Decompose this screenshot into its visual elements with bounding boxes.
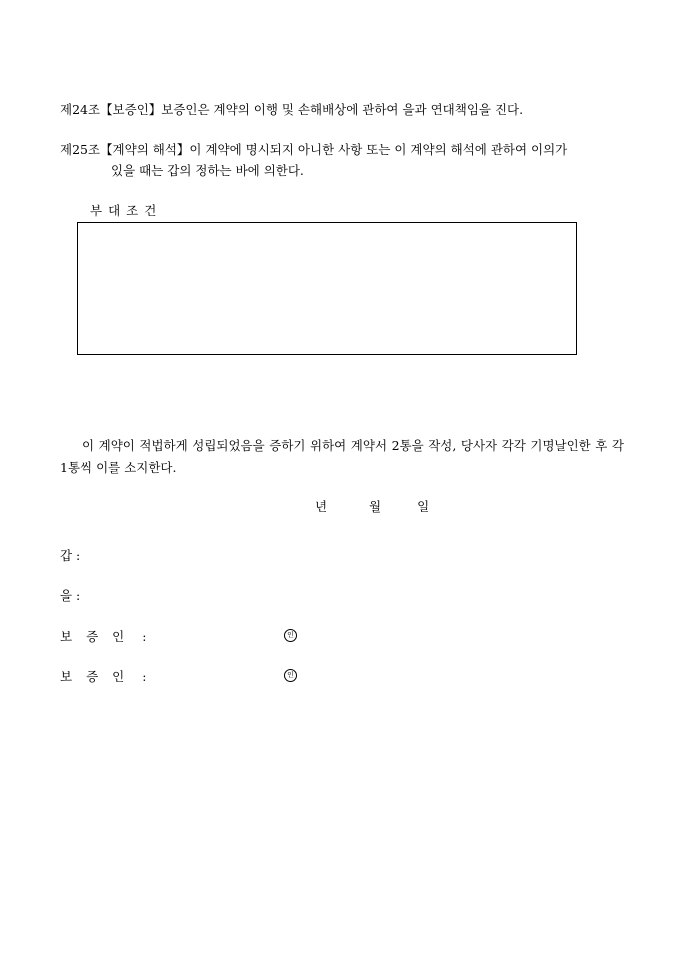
party-eul: 을 : (60, 588, 81, 603)
conditions-title: 부대조건 (90, 203, 163, 218)
guarantor-1 (60, 627, 146, 645)
article-25: 제25조【계약의 해석】이 계약에 명시되지 아니한 사항 또는 이 계약의 해석에 관하여 이의가 (60, 142, 568, 157)
article-25-continuation: 있을 때는 갑의 정하는 바에 의한다. (111, 163, 304, 178)
date-year: 년 (315, 499, 328, 514)
guarantor-2-seal: 인 (284, 669, 297, 682)
guarantor-1-seal: 인 (284, 629, 297, 642)
conditions-box (77, 222, 577, 355)
article-24: 제24조【보증인】보증인은 계약의 이행 및 손해배상에 관하여 을과 연대책임을 진다. (60, 102, 524, 117)
contract-date (315, 497, 429, 515)
guarantor-2-colon: : (142, 669, 147, 684)
guarantor-1-label: 보증인 (60, 629, 139, 644)
guarantor-2-label: 보증인 (60, 669, 139, 684)
guarantor-1-colon: : (142, 629, 147, 644)
guarantor-2 (60, 667, 146, 685)
party-gap: 갑 : (60, 548, 81, 563)
date-month: 월 (369, 499, 382, 514)
closing-statement: 이 계약이 적법하게 성립되었음을 증하기 위하여 계약서 2통을 작성, 당사자 각각 기명날인한 후 각 1통씩 이를 소지한다. (60, 438, 624, 475)
date-day: 일 (417, 499, 430, 514)
